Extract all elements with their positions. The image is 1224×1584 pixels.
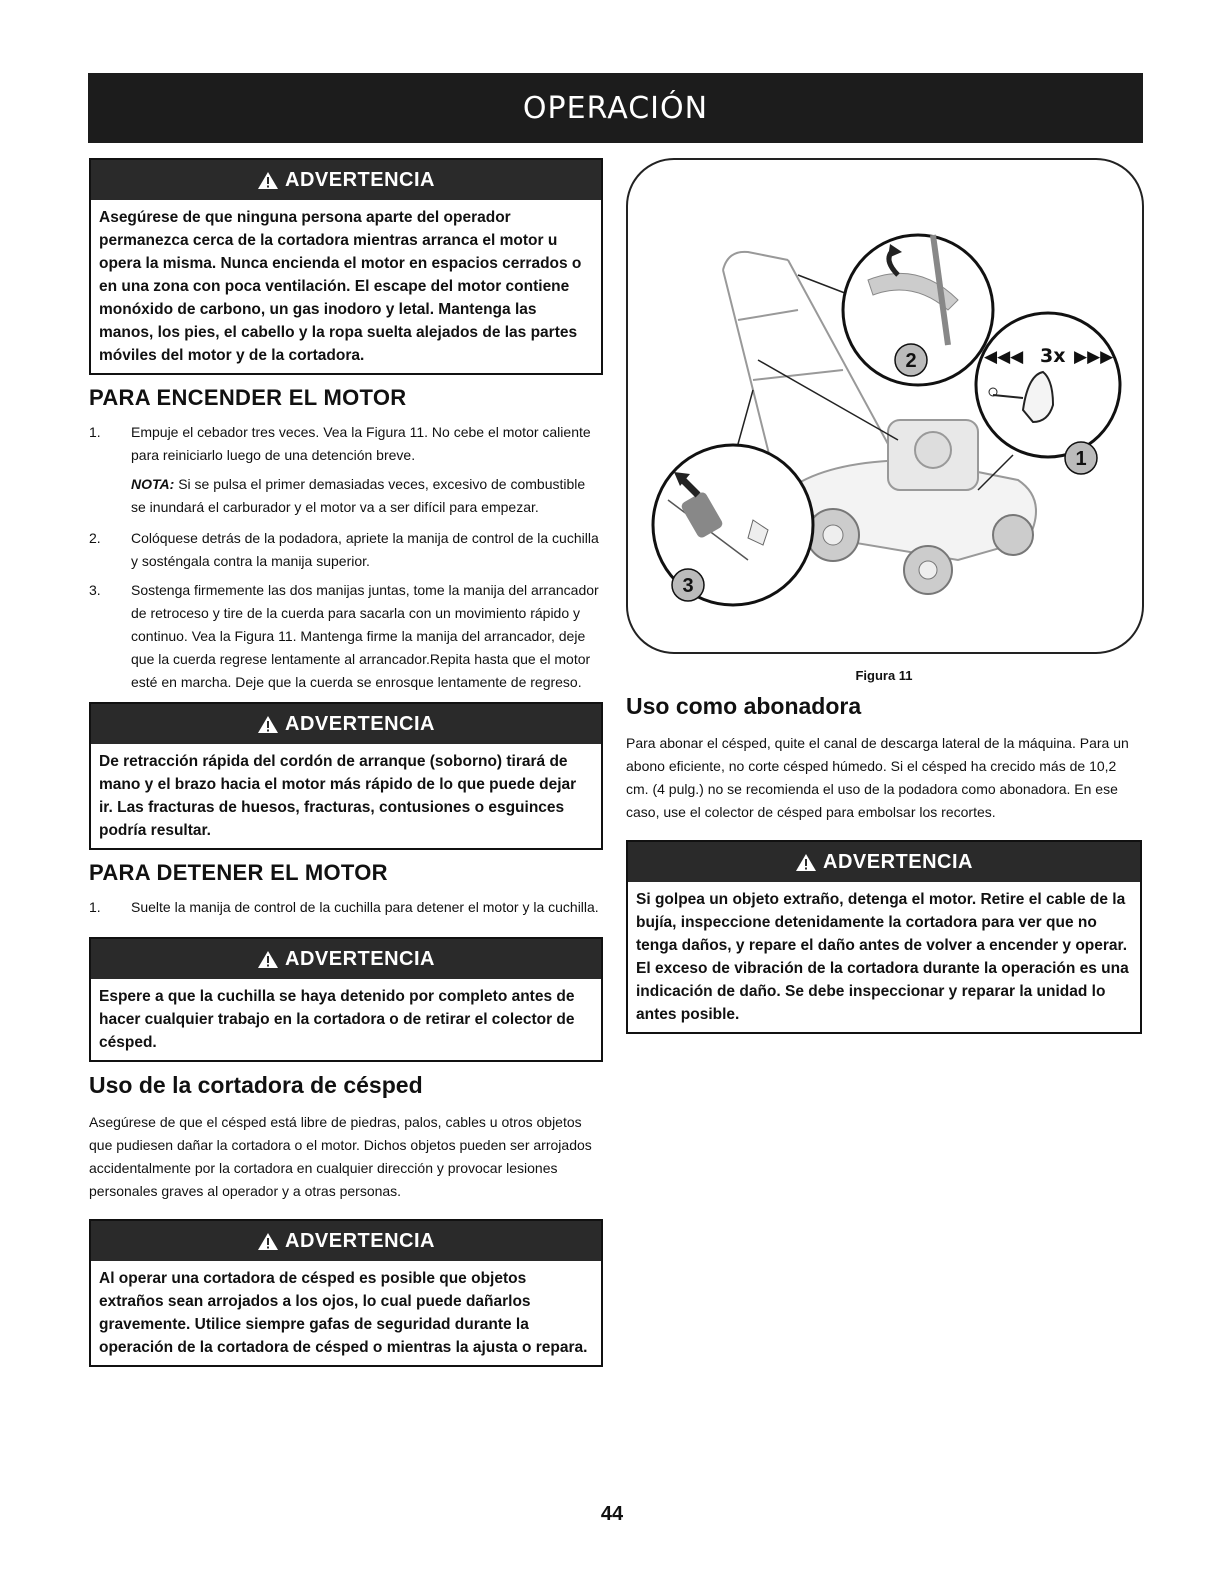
callout-badge-3 <box>672 569 704 601</box>
warning-label: ADVERTENCIA <box>823 850 973 873</box>
warning-text: Si golpea un objeto extraño, detenga el motor. Retire el cable de la bujía, inspeccione detenidamente la cortadora para ver que no tenga daños, y repare el daño antes de volver a encender y operar. El exceso de vibración de la cortadora durante la operación es una indicación de daño. Se debe inspeccionar y reparar la unidad lo antes posible. <box>636 891 1129 1023</box>
mower-use-text: Asegúrese de que el césped está libre de piedras, palos, cables u otros objetos que pudiesen dañar la cortadora o el motor. Dichos objetos pueden ser arrojados accidentalmente por la cortadora en cualquier dirección y provocar lesiones personales graves al operador y a otras personas. <box>89 1114 592 1199</box>
list-item <box>89 421 603 467</box>
callout-number: 1 <box>1075 448 1087 470</box>
list-item <box>89 579 603 694</box>
left-column <box>89 158 603 1373</box>
warning-label: ADVERTENCIA <box>285 168 435 191</box>
warning-text: Asegúrese de que ninguna persona aparte del operador permanezca cerca de la cortadora mientras arranca el motor u opera la misma. Nunca encienda el motor en espacios cerrados o en una zona con poca ventilación. El escape del motor contiene monóxido de carbono, un gas inodoro y letal. Mantenga las manos, los pies, el cabello y la ropa suelta alejados de las partes móviles del motor y de la cortadora. <box>99 209 582 364</box>
list-item <box>89 896 603 919</box>
warning-box <box>89 158 603 375</box>
callout-number: 2 <box>905 350 917 372</box>
warning-box <box>626 840 1142 1034</box>
warning-triangle-icon <box>257 1232 279 1251</box>
step-number: 2. <box>89 530 101 546</box>
warning-label: ADVERTENCIA <box>285 947 435 970</box>
warning-triangle-icon <box>257 950 279 969</box>
figure-caption: Figura 11 <box>855 668 913 683</box>
step-number: 3. <box>89 582 101 598</box>
prime-arrows-right: ▶▶▶ <box>1074 347 1114 367</box>
step-number: 1. <box>89 899 101 915</box>
lawn-mower-illustration <box>628 160 1142 652</box>
warning-triangle-icon <box>795 853 817 872</box>
warning-header <box>91 160 601 200</box>
prime-count-label: 3x <box>1040 345 1066 367</box>
note <box>131 473 603 519</box>
warning-box <box>89 702 603 850</box>
start-engine-heading: PARA ENCENDER EL MOTOR <box>89 385 407 410</box>
step-text: Suelte la manija de control de la cuchilla para detener el motor y la cuchilla. <box>131 899 599 915</box>
step-text: Colóquese detrás de la podadora, apriete la manija de control de la cuchilla y sosténgala contra la manija superior. <box>131 530 599 569</box>
start-steps-list-cont <box>89 527 603 694</box>
start-steps-list <box>89 421 603 467</box>
warning-label: ADVERTENCIA <box>285 712 435 735</box>
callout-badge-1 <box>1065 442 1097 474</box>
callout-badge-2 <box>895 344 927 376</box>
warning-box <box>89 1219 603 1367</box>
warning-header <box>91 1221 601 1261</box>
list-item <box>89 527 603 573</box>
mulch-heading: Uso como abonadora <box>626 693 862 719</box>
section-banner <box>88 73 1143 143</box>
note-label: NOTA: <box>131 476 175 492</box>
warning-box <box>89 937 603 1062</box>
figure-11 <box>626 158 1144 654</box>
warning-header <box>91 939 601 979</box>
step-number: 1. <box>89 424 101 440</box>
right-column <box>626 158 1142 1040</box>
warning-label: ADVERTENCIA <box>285 1229 435 1252</box>
warning-triangle-icon <box>257 171 279 190</box>
stop-steps-list <box>89 896 603 919</box>
warning-text: De retracción rápida del cordón de arranque (soborno) tirará de mano y el brazo hacia el motor más rápido de lo que puede dejar ir. Las fracturas de huesos, fracturas, contusiones o esguinces podría resultar. <box>99 753 577 839</box>
mower-use-heading: Uso de la cortadora de césped <box>89 1072 423 1098</box>
callout-number: 3 <box>682 575 694 597</box>
mulch-text: Para abonar el césped, quite el canal de descarga lateral de la máquina. Para un abono eficiente, no corte césped húmedo. Si el césped ha crecido más de 10,2 cm. (4 pulg.) no se recomienda el uso de la podadora como abonadora. En ese caso, use el colector de césped para embolsar los recortes. <box>626 735 1129 820</box>
page-number: 44 <box>600 1503 624 1525</box>
warning-text: Espere a que la cuchilla se haya detenido por completo antes de hacer cualquier trabajo en la cortadora o de retirar el colector de césped. <box>99 988 575 1051</box>
step-text: Empuje el cebador tres veces. Vea la Figura 11. No cebe el motor caliente para reiniciarlo luego de una detención breve. <box>131 424 591 463</box>
prime-arrows-left: ◀◀◀ <box>984 347 1024 367</box>
stop-engine-heading: PARA DETENER EL MOTOR <box>89 860 388 885</box>
warning-header <box>91 704 601 744</box>
note-text: Si se pulsa el primer demasiadas veces, excesivo de combustible se inundará el carburador y el motor va a ser difícil para empezar. <box>131 476 586 515</box>
warning-header <box>628 842 1140 882</box>
warning-text: Al operar una cortadora de césped es posible que objetos extraños sean arrojados a los ojos, lo cual puede dañarlos gravemente. Utilice siempre gafas de seguridad durante la operación de la cortadora de césped o mientras la ajusta o repara. <box>99 1270 588 1356</box>
banner-title: OPERACIÓN <box>522 90 709 126</box>
warning-triangle-icon <box>257 715 279 734</box>
step-text: Sostenga firmemente las dos manijas juntas, tome la manija del arrancador de retroceso y tire de la cuerda para sacarla con un movimiento rápido y continuo. Vea la Figura 11. Mantenga firme la manija del arrancador, deje que la cuerda regrese lentamente al arrancador.Repita hasta que el motor esté en marcha. Deje que la cuerda se enrosque lentamente de regreso. <box>131 582 599 690</box>
